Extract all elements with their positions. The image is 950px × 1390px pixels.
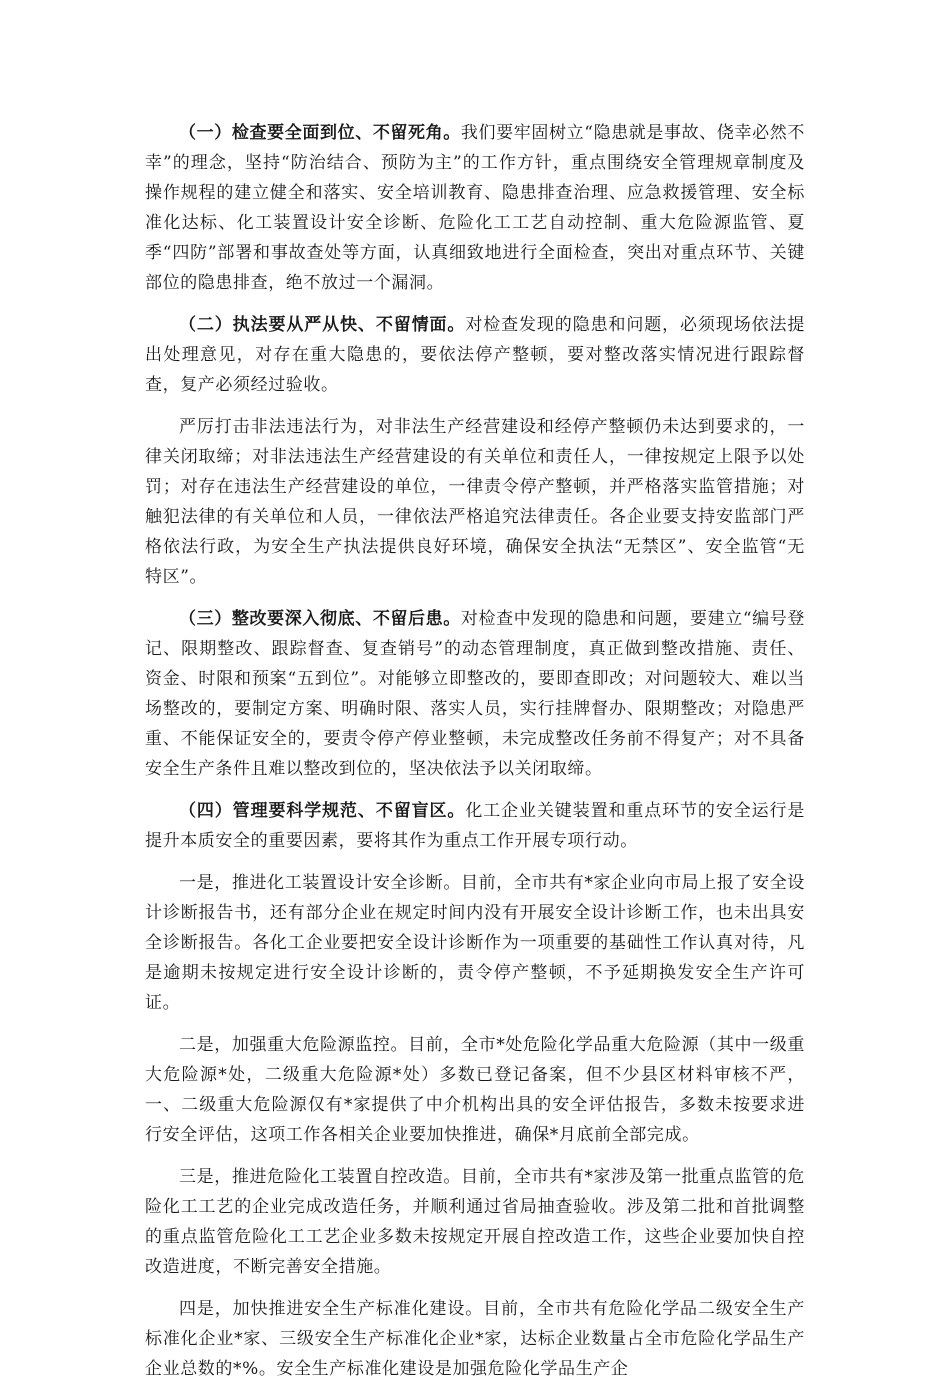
- heading-rectification: （三）整改要深入彻底、不留后患。: [179, 609, 461, 629]
- paragraph-enforcement-text: 对检查发现的隐患和问题，必须现场依法提出处理意见，对存在重大隐患的，要依法停产整顿，要对整改落实情况进行跟踪督查，复产必须经过验收。: [145, 315, 805, 395]
- paragraph-rectification-text: 对检查中发现的隐患和问题，要建立“编号登记、限期整改、跟踪督查、复查销号”的动态管理制度，真正做到整改措施、责任、资金、时限和预案“五到位”。对能够立即整改的，要即查即改；对问题较大、难以当场整改的，要制定方案、明确时限、落实人员，实行挂牌督办、限期整改；对隐患严重、不能保证安全的，要责令停产停业整顿，未完成整改任务前不得复产；对不具备安全生产条件且难以整改到位的，坚决依法予以关闭取缔。: [145, 609, 805, 779]
- heading-inspection: （一）检查要全面到位、不留死角。: [179, 123, 461, 143]
- paragraph-management-text: 化工企业关键装置和重点环节的安全运行是提升本质安全的重要因素，要将其作为重点工作开展专项行动。: [145, 801, 805, 851]
- paragraph-item-three: [145, 1162, 805, 1282]
- paragraph-crackdown-text: 严厉打击非法违法行为，对非法生产经营建设和经停产整顿仍未达到要求的，一律关闭取缔；对非法违法生产经营建设的有关单位和责任人，一律按规定上限予以处罚；对存在违法生产经营建设的单位，一律责令停产整顿，并严格落实监管措施；对触犯法律的有关单位和人员，一律依法严格追究法律责任。各企业要支持安监部门严格依法行政，为安全生产执法提供良好环境，确保安全执法“无禁区”、安全监管“无特区”。: [145, 417, 805, 587]
- paragraph-management: [145, 796, 805, 856]
- paragraph-item-two: [145, 1030, 805, 1150]
- document-body: [145, 118, 805, 1390]
- paragraph-inspection-text: 我们要牢固树立“隐患就是事故、侥幸必然不幸”的理念，坚持“防治结合、预防为主”的工作方针，重点围绕安全管理规章制度及操作规程的建立健全和落实、安全培训教育、隐患排查治理、应急救援管理、安全标准化达标、化工装置设计安全诊断、危险化工工艺自动控制、重大危险源监管、夏季“四防”部署和事故查处等方面，认真细致地进行全面检查，突出对重点环节、关键部位的隐患排查，绝不放过一个漏洞。: [145, 123, 805, 293]
- paragraph-item-one: [145, 868, 805, 1018]
- heading-enforcement: （二）执法要从严从快、不留情面。: [179, 315, 466, 335]
- paragraph-item-one-text: 一是，推进化工装置设计安全诊断。目前，全市共有*家企业向市局上报了安全设计诊断报告书，还有部分企业在规定时间内没有开展安全设计诊断工作，也未出具安全诊断报告。各化工企业要把安全设计诊断作为一项重要的基础性工作认真对待，凡是逾期未按规定进行安全设计诊断的，责令停产整顿，不予延期换发安全生产许可证。: [145, 873, 805, 1013]
- paragraph-item-three-text: 三是，推进危险化工装置自控改造。目前，全市共有*家涉及第一批重点监管的危险化工工艺的企业完成改造任务，并顺利通过省局抽查验收。涉及第二批和首批调整的重点监管危险化工工艺企业多数未按规定开展自控改造工作，这些企业要加快自控改造进度，不断完善安全措施。: [145, 1167, 805, 1277]
- paragraph-rectification: [145, 604, 805, 784]
- paragraph-crackdown: [145, 412, 805, 592]
- paragraph-item-two-text: 二是，加强重大危险源监控。目前，全市*处危险化学品重大危险源（其中一级重大危险源*处，二级重大危险源*处）多数已登记备案，但不少县区材料审核不严，一、二级重大危险源仅有*家提供了中介机构出具的安全评估报告，多数未按要求进行安全评估，这项工作各相关企业要加快推进，确保*月底前全部完成。: [145, 1035, 805, 1145]
- heading-management: （四）管理要科学规范、不留盲区。: [179, 801, 466, 821]
- paragraph-item-four: [145, 1294, 805, 1384]
- paragraph-enforcement: [145, 310, 805, 400]
- paragraph-inspection: [145, 118, 805, 298]
- paragraph-item-four-text: 四是，加快推进安全生产标准化建设。目前，全市共有危险化学品二级安全生产标准化企业*家、三级安全生产标准化企业*家，达标企业数量占全市危险化学品生产企业总数的*%。安全生产标准化建设是加强危险化学品生产企: [145, 1299, 805, 1379]
